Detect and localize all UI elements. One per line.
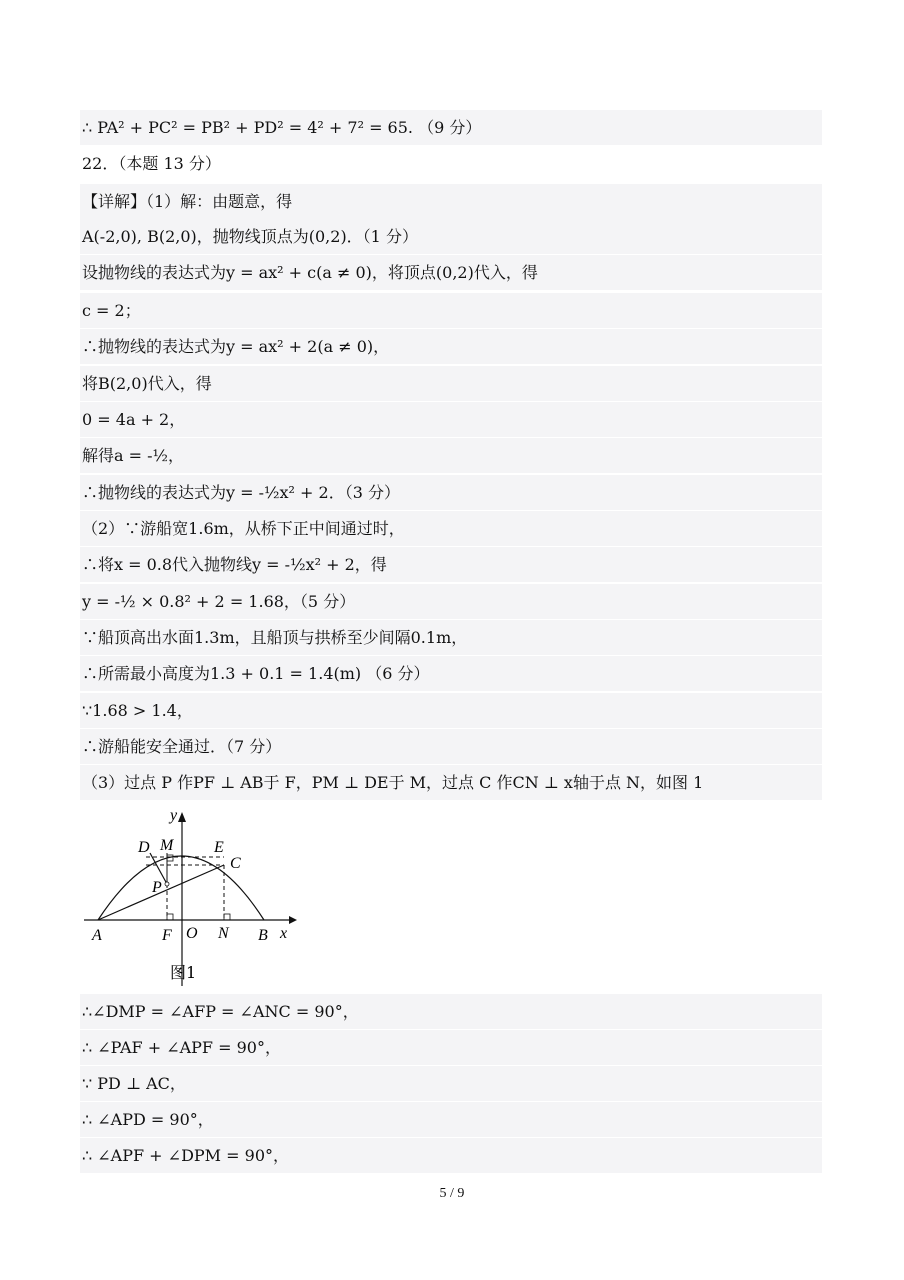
text-line-1: ∴ PA² + PC² = PB² + PD² = 4² + 7² = 65. （9 分）	[80, 110, 822, 145]
text-line-22: ∵ PD ⊥ AC，	[80, 1066, 822, 1101]
label-e: E	[214, 839, 224, 856]
label-f: F	[162, 927, 172, 944]
text-line-21: ∴ ∠PAF + ∠APF = 90°，	[80, 1030, 822, 1065]
text-line-12: （2）∵游船宽1.6m，从桥下正中间通过时，	[80, 511, 822, 546]
label-p: P	[152, 879, 162, 896]
label-c: C	[230, 855, 241, 872]
text-line-7: ∴抛物线的表达式为y = ax² + 2(a ≠ 0)，	[80, 329, 822, 364]
text-line-6: c = 2；	[80, 293, 822, 328]
y-axis-arrow	[178, 812, 186, 822]
text-line-3: 【详解】（1）解：由题意，得	[80, 184, 822, 219]
label-o: O	[186, 925, 198, 942]
label-x: x	[280, 925, 288, 942]
label-d: D	[138, 839, 150, 856]
label-a: A	[92, 927, 102, 944]
text-line-16: ∴所需最小高度为1.3 + 0.1 = 1.4(m) （6 分）	[80, 656, 822, 691]
label-b: B	[258, 927, 268, 944]
figure-1-diagram	[84, 808, 314, 993]
label-m: M	[160, 837, 174, 854]
text-line-24: ∴ ∠APF + ∠DPM = 90°，	[80, 1138, 822, 1173]
x-axis-arrow	[289, 916, 297, 924]
text-line-13: ∴将x = 0.8代入抛物线y = -½x² + 2，得	[80, 547, 822, 582]
text-line-18: ∴游船能安全通过．（7 分）	[80, 729, 822, 764]
right-angle-f	[167, 914, 173, 920]
text-line-23: ∴ ∠APD = 90°，	[80, 1102, 822, 1137]
label-y: y	[170, 808, 178, 824]
text-line-19: （3）过点 P 作PF ⊥ AB于 F，PM ⊥ DE于 M，过点 C 作CN ⊥ x轴于点 N，如图 1	[80, 765, 822, 800]
right-angle-n	[224, 914, 230, 920]
text-line-5: 设抛物线的表达式为y = ax² + c(a ≠ 0)，将顶点(0,2)代入，得	[80, 255, 822, 290]
text-line-17: ∵1.68 > 1.4，	[80, 693, 822, 728]
text-line-2: 22．（本题 13 分）	[82, 154, 221, 173]
text-line-4: A(-2,0), B(2,0)，抛物线顶点为(0,2)．（1 分）	[80, 219, 822, 254]
label-n: N	[218, 925, 229, 942]
text-line-9: 0 = 4a + 2，	[80, 402, 822, 437]
page-number: 5 / 9	[439, 1186, 465, 1201]
text-line-20: ∴∠DMP = ∠AFP = ∠ANC = 90°，	[80, 994, 822, 1029]
text-line-8: 将B(2,0)代入，得	[80, 366, 822, 401]
point-p	[165, 882, 169, 886]
figure-caption: 图1	[170, 963, 197, 982]
text-line-14: y = -½ × 0.8² + 2 = 1.68，（5 分）	[80, 584, 822, 619]
text-line-10: 解得a = -½，	[80, 438, 822, 473]
text-line-11: ∴抛物线的表达式为y = -½x² + 2．（3 分）	[80, 475, 822, 510]
text-line-15: ∵船顶高出水面1.3m，且船顶与拱桥至少间隔0.1m，	[80, 620, 822, 655]
